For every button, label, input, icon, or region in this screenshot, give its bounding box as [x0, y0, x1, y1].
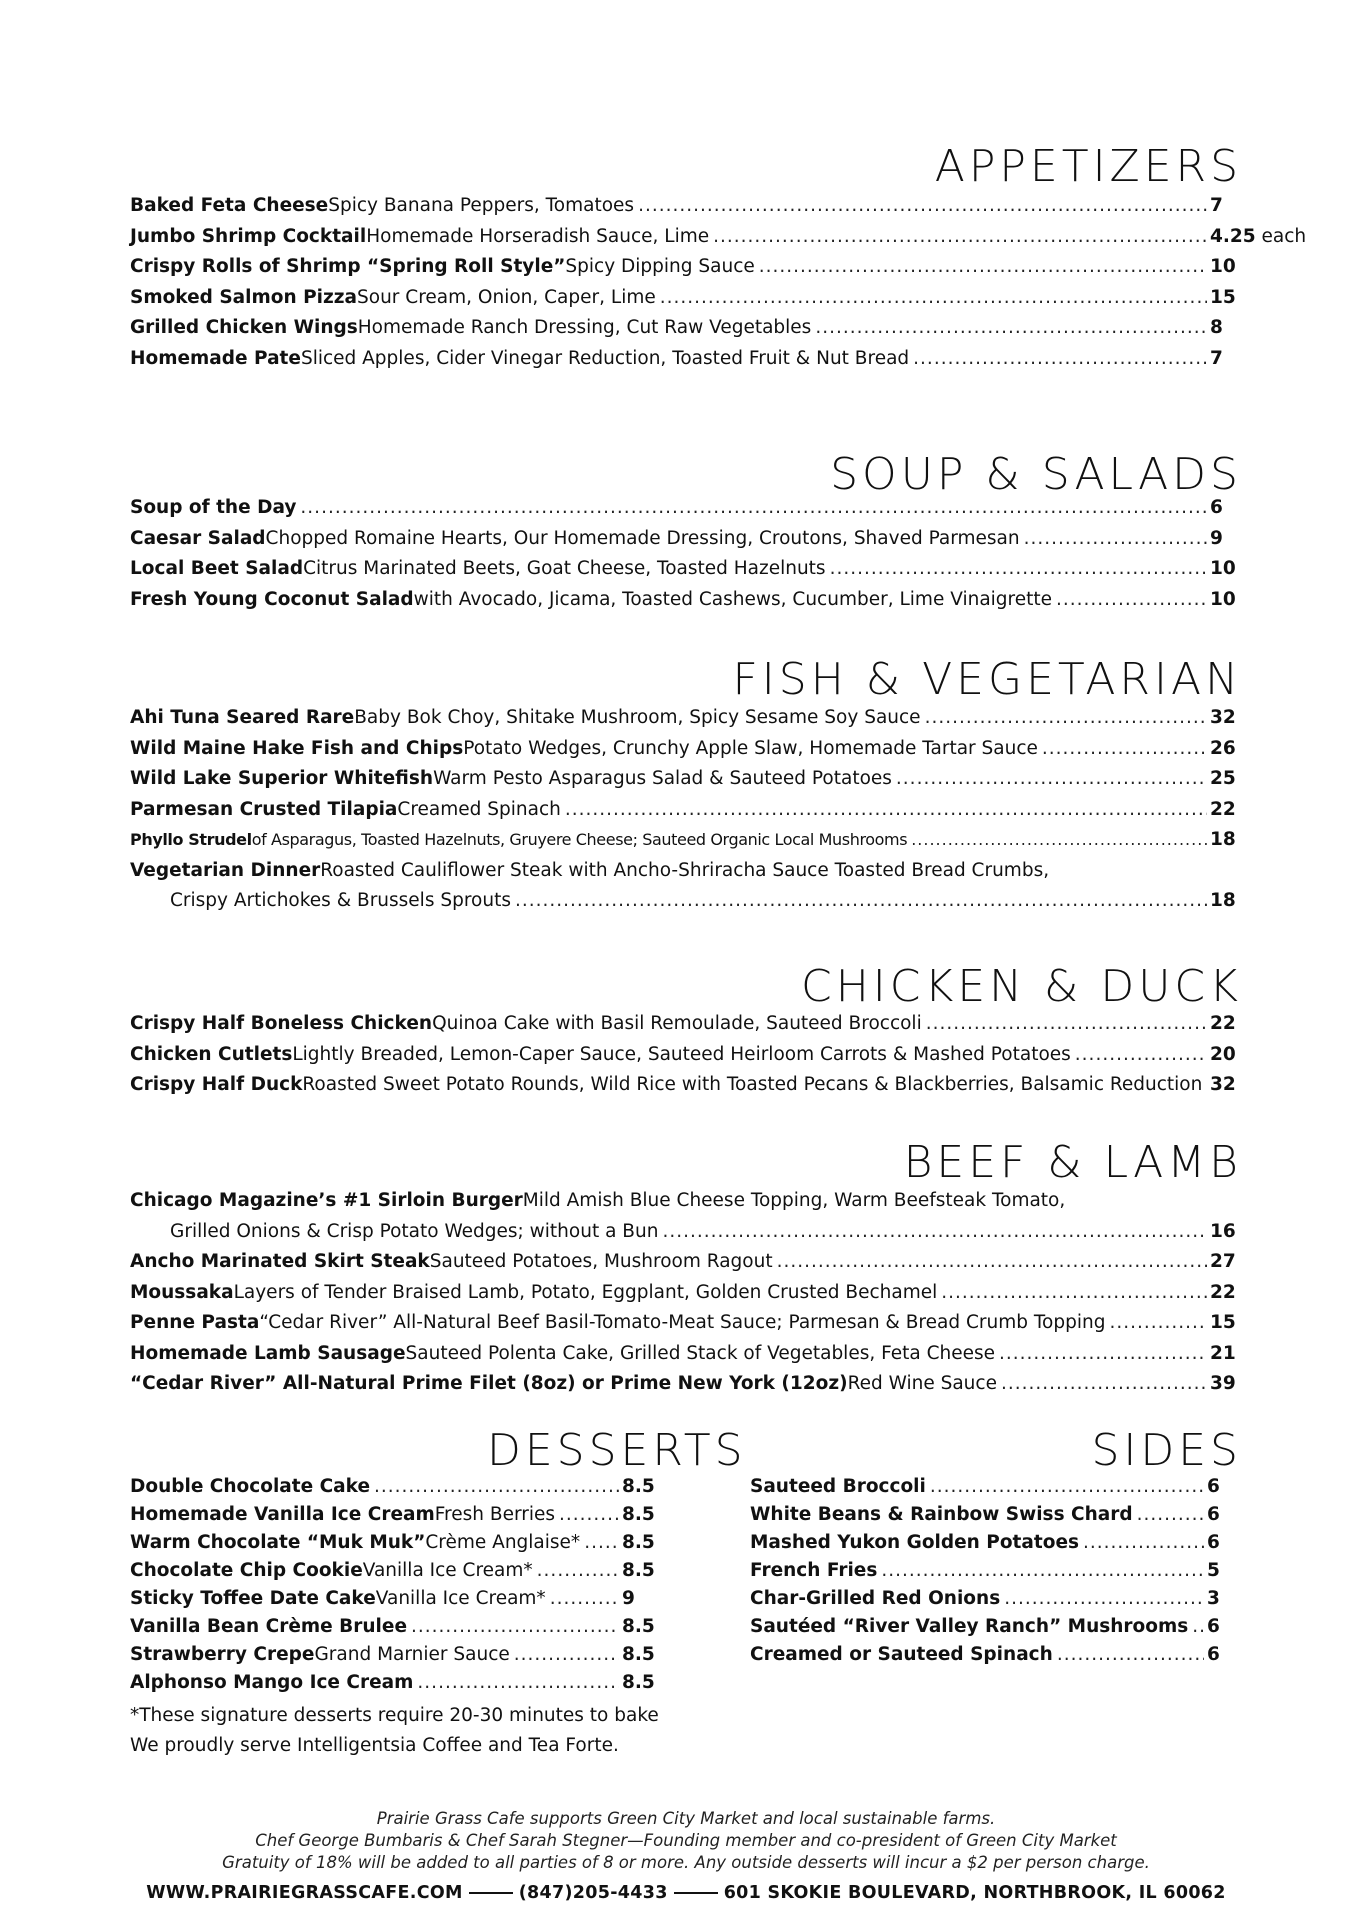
- menu-item: Double Chocolate Cake ..... 8.5: [130, 1476, 650, 1504]
- menu-item: Char-Grilled Red Onions ..... 3: [750, 1588, 1235, 1616]
- menu-item: Crispy Rolls of Shrimp “Spring Roll Style” Spicy Dipping Sauce ..... 10: [130, 256, 1240, 287]
- menu-item: Grilled Chicken Wings Homemade Ranch Dressing, Cut Raw Vegetables ..... 8: [130, 317, 1240, 348]
- menu-item: Strawberry Crepe Grand Marnier Sauce ..... 8.5: [130, 1644, 650, 1672]
- chicken-duck-list: [130, 1013, 1240, 1105]
- menu-item: Chicken Cutlets Lightly Breaded, Lemon-Caper Sauce, Sauteed Heirloom Carrots & Mashed Potatoes ..... 20: [130, 1044, 1240, 1075]
- beef-lamb-list: [130, 1190, 1240, 1404]
- menu-item: Local Beet Salad Citrus Marinated Beets, Goat Cheese, Toasted Hazelnuts ..... 10: [130, 558, 1240, 589]
- footer-line-3: Gratuity of 18% will be added to all parties of 8 or more. Any outside desserts will incur a $2 per person charge.: [222, 1853, 1150, 1872]
- menu-item: White Beans & Rainbow Swiss Chard ..... 6: [750, 1504, 1235, 1532]
- menu-item: Ancho Marinated Skirt Steak Sauteed Potatoes, Mushroom Ragout ..... 27: [130, 1251, 1240, 1282]
- menu-item: Soup of the Day ..... 6: [130, 497, 1240, 528]
- menu-item: Parmesan Crusted Tilapia Creamed Spinach ..... 22: [130, 799, 1240, 830]
- menu-item: Jumbo Shrimp Cocktail Homemade Horseradish Sauce, Lime ..... 4.25 each: [130, 226, 1240, 257]
- menu-item: Mashed Yukon Golden Potatoes ..... 6: [750, 1532, 1235, 1560]
- coffee-note: We proudly serve Intelligentsia Coffee and Tea Forte.: [130, 1735, 619, 1756]
- menu-item: “Cedar River” All-Natural Prime Filet (8oz) or Prime New York (12oz) Red Wine Sauce ..... 39: [130, 1373, 1240, 1404]
- desserts-title: DESSERTS: [487, 1425, 747, 1476]
- menu-item: Crispy Half Duck Roasted Sweet Potato Rounds, Wild Rice with Toasted Pecans & Blackberries, Balsamic Reduction ..... 32: [130, 1074, 1240, 1105]
- appetizers-list: [130, 195, 1307, 378]
- menu-item: Fresh Young Coconut Salad with Avocado, Jicama, Toasted Cashews, Cucumber, Lime Vinaigrette ..... 10: [130, 589, 1240, 620]
- menu-item: Wild Lake Superior Whitefish Warm Pesto Asparagus Salad & Sauteed Potatoes ..... 25: [130, 768, 1240, 799]
- menu-item: Homemade Vanilla Ice Cream Fresh Berries ..... 8.5: [130, 1504, 650, 1532]
- fish-vegetarian-list: [130, 707, 1240, 921]
- menu-item: Vanilla Bean Crème Brulee ..... 8.5: [130, 1616, 650, 1644]
- footer-line-1: Prairie Grass Cafe supports Green City Market and local sustainable farms.: [376, 1809, 996, 1828]
- menu-item: Homemade Lamb Sausage Sauteed Polenta Cake, Grilled Stack of Vegetables, Feta Cheese ..... 21: [130, 1343, 1240, 1374]
- menu-item: Alphonso Mango Ice Cream ..... 8.5: [130, 1672, 650, 1700]
- website-link[interactable]: WWW.PRAIRIEGRASSCAFE.COM: [146, 1883, 463, 1903]
- menu-item: Smoked Salmon Pizza Sour Cream, Onion, Caper, Lime ..... 15: [130, 287, 1240, 318]
- menu-item-continuation: Grilled Onions & Crisp Potato Wedges; without a Bun ..... 16: [130, 1221, 1240, 1252]
- chicken-duck-title: CHICKEN & DUCK: [800, 961, 1242, 1012]
- appetizers-title: APPETIZERS: [934, 141, 1242, 192]
- menu-item: Penne Pasta “Cedar River” All-Natural Beef Basil-Tomato-Meat Sauce; Parmesan & Bread Crumb Topping ..... 15: [130, 1312, 1240, 1343]
- menu-item: Phyllo Strudel of Asparagus, Toasted Hazelnuts, Gruyere Cheese; Sauteed Organic Local Mushrooms ..... 18: [130, 829, 1240, 860]
- menu-item: Caesar Salad Chopped Romaine Hearts, Our Homemade Dressing, Croutons, Shaved Parmesan ..... 9: [130, 528, 1240, 559]
- desserts-list: [130, 1476, 655, 1700]
- divider: [469, 1892, 513, 1894]
- menu-item: Crispy Half Boneless Chicken Quinoa Cake with Basil Remoulade, Sauteed Broccoli ..... 22: [130, 1013, 1240, 1044]
- address: 601 SKOKIE BOULEVARD, NORTHBROOK, IL 60062: [723, 1883, 1226, 1903]
- beef-lamb-title: BEEF & LAMB: [903, 1137, 1242, 1188]
- menu-item: Warm Chocolate “Muk Muk” Crème Anglaise* ..... 8.5: [130, 1532, 650, 1560]
- menu-item: Sticky Toffee Date Cake Vanilla Ice Cream* ..... 9: [130, 1588, 650, 1616]
- menu-item: Wild Maine Hake Fish and Chips Potato Wedges, Crunchy Apple Slaw, Homemade Tartar Sauce ..... 26: [130, 738, 1240, 769]
- desserts-note: *These signature desserts require 20-30 minutes to bake: [130, 1705, 659, 1726]
- menu-item: Chocolate Chip Cookie Vanilla Ice Cream* ..... 8.5: [130, 1560, 650, 1588]
- menu-item: Vegetarian Dinner Roasted Cauliflower Steak with Ancho-Shriracha Sauce Toasted Bread Crumbs,: [130, 859, 1050, 881]
- menu-item: Ahi Tuna Seared Rare Baby Bok Choy, Shitake Mushroom, Spicy Sesame Soy Sauce ..... 32: [130, 707, 1240, 738]
- contact-bar: [0, 1883, 1372, 1903]
- sides-title: SIDES: [1091, 1425, 1242, 1476]
- menu-item: Moussaka Layers of Tender Braised Lamb, Potato, Eggplant, Golden Crusted Bechamel ..... 22: [130, 1282, 1240, 1313]
- footer-line-2: Chef George Bumbaris & Chef Sarah Stegner—Founding member and co-president of Green City Market: [255, 1831, 1117, 1850]
- menu-item: French Fries ..... 5: [750, 1560, 1235, 1588]
- soup-salads-list: [130, 497, 1240, 619]
- soup-salads-title: SOUP & SALADS: [830, 449, 1242, 500]
- fish-vegetarian-title: FISH & VEGETARIAN: [732, 654, 1242, 705]
- menu-item: Chicago Magazine’s #1 Sirloin Burger Mild Amish Blue Cheese Topping, Warm Beefsteak Tomato,: [130, 1190, 1066, 1211]
- menu-item: Homemade Pate Sliced Apples, Cider Vinegar Reduction, Toasted Fruit & Nut Bread ..... 7: [130, 348, 1240, 379]
- menu-item: Creamed or Sauteed Spinach ..... 6: [750, 1644, 1235, 1672]
- menu-item-continuation: Crispy Artichokes & Brussels Sprouts ..... 18: [130, 890, 1240, 921]
- menu-item: Baked Feta Cheese Spicy Banana Peppers, Tomatoes ..... 7: [130, 195, 1240, 226]
- menu-item: Sautéed “River Valley Ranch” Mushrooms ..... 6: [750, 1616, 1235, 1644]
- menu-item: Sauteed Broccoli ..... 6: [750, 1476, 1235, 1504]
- sides-list: [750, 1476, 1235, 1672]
- phone-number[interactable]: (847)205-4433: [518, 1883, 668, 1903]
- divider: [674, 1892, 718, 1894]
